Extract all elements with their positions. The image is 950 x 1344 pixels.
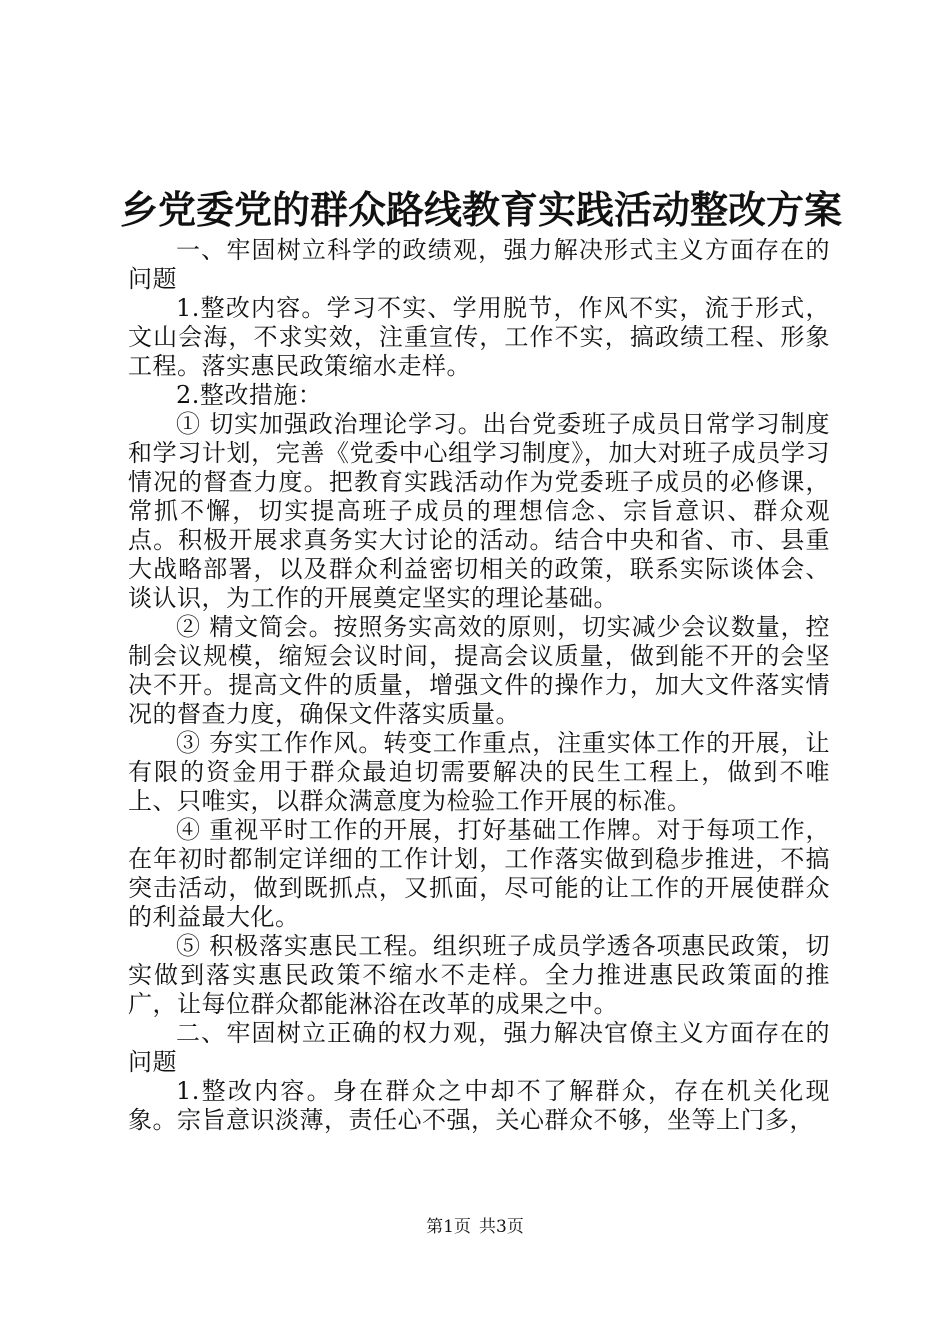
paragraph-measure-2: ② 精文简会。按照务实高效的原则，切实减少会议数量，控制会议规模，缩短会议时间，提高会议质量，做到能不开的会坚决不开。提高文件的质量，增强文件的操作力，加大文件落实情况的督查力度，确保文件落实质量。 (128, 613, 830, 728)
document-title: 乡党委党的群众路线教育实践活动整改方案 (120, 187, 843, 232)
paragraph-rectification-measures-heading: 2.整改措施： (176, 381, 323, 409)
paragraph-section-1-heading: 一、牢固树立科学的政绩观，强力解决形式主义方面存在的问题 (128, 236, 830, 293)
paragraph-measure-1: ① 切实加强政治理论学习。出台党委班子成员日常学习制度和学习计划，完善《党委中心组学习制度》，加大对班子成员学习情况的督查力度。把教育实践活动作为党委班子成员的必修课，常抓不懈，切实提高班子成员的理想信念、宗旨意识、群众观点。积极开展求真务实大讨论的活动。结合中央和省、市、县重大战略部署，以及群众利益密切相关的政策，联系实际谈体会、谈认识，为工作的开展奠定坚实的理论基础。 (128, 410, 830, 612)
page-footer (0, 1216, 950, 1238)
paragraph-rectification-content-2: 1.整改内容。身在群众之中却不了解群众，存在机关化现象。宗旨意识淡薄，责任心不强，关心群众不够，坐等上门多， (128, 1077, 830, 1134)
page-number: 第1页 (426, 1217, 471, 1237)
document-body (128, 236, 830, 1135)
paragraph-measure-5: ⑤ 积极落实惠民工程。组织班子成员学透各项惠民政策，切实做到落实惠民政策不缩水不走样。全力推进惠民政策面的推广，让每位群众都能淋浴在改革的成果之中。 (128, 932, 830, 1018)
paragraph-measure-4: ④ 重视平时工作的开展，打好基础工作牌。对于每项工作，在年初时都制定详细的工作计划，工作落实做到稳步推进，不搞突击活动，做到既抓点，又抓面，尽可能的让工作的开展使群众的利益最大化。 (128, 816, 830, 931)
paragraph-section-2-heading: 二、牢固树立正确的权力观，强力解决官僚主义方面存在的问题 (128, 1019, 830, 1076)
paragraph-measure-3: ③ 夯实工作作风。转变工作重点，注重实体工作的开展，让有限的资金用于群众最迫切需要解决的民生工程上，做到不唯上、只唯实，以群众满意度为检验工作开展的标准。 (128, 729, 830, 815)
paragraph-rectification-content-1: 1.整改内容。学习不实、学用脱节，作风不实，流于形式，文山会海，不求实效，注重宣传，工作不实，搞政绩工程、形象工程。落实惠民政策缩水走样。 (128, 294, 830, 380)
page-total: 共3页 (479, 1217, 524, 1237)
